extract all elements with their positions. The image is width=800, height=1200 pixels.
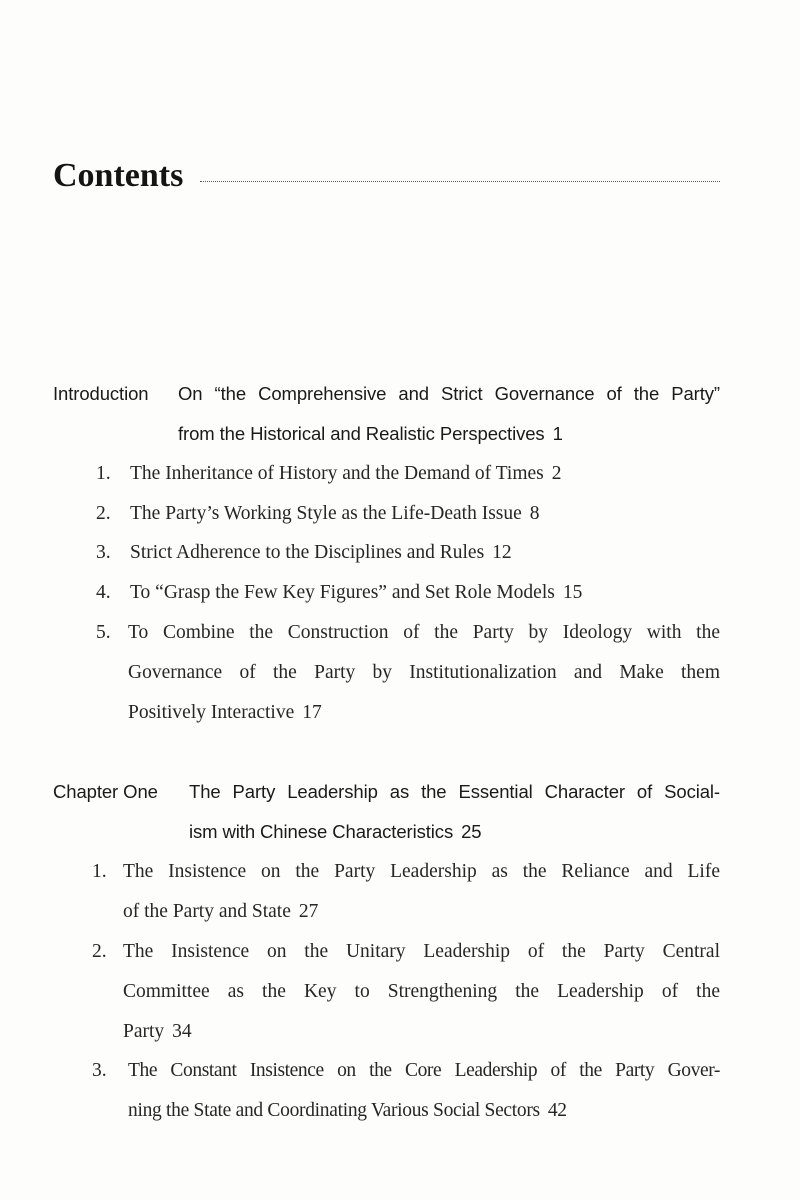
toc-entry-end — [128, 1099, 567, 1123]
toc-entry-end — [123, 900, 318, 924]
chapter-one-page-number: 25 — [461, 821, 482, 842]
item-number: 1. — [96, 463, 111, 484]
toc-entry-end — [128, 701, 322, 725]
entry-page-number: 15 — [562, 582, 583, 603]
entry-title-line2: ning the State and Coordinating Various Social Sectors — [128, 1100, 540, 1121]
entry-title: Strict Adherence to the Disciplines and Rules — [130, 542, 485, 563]
item-number: 4. — [96, 582, 111, 603]
introduction-title-line2 — [178, 422, 563, 446]
entry-page-number: 34 — [172, 1021, 192, 1042]
entry-page-number: 17 — [302, 702, 322, 723]
introduction-title-line1: On “the Comprehensive and Strict Governance of the Party” — [178, 383, 720, 404]
entry-page-number: 12 — [492, 542, 512, 563]
toc-entry — [130, 462, 562, 486]
item-number: 2. — [92, 941, 107, 962]
contents-header — [53, 150, 720, 200]
entry-page-number: 42 — [547, 1100, 567, 1121]
entry-page-number: 8 — [529, 503, 540, 524]
entry-title-line1: The Insistence on the Unitary Leadership of the Party Central — [123, 941, 720, 962]
entry-title: The Inheritance of History and the Demand of Times — [130, 463, 544, 484]
dotted-leader-rule — [200, 181, 720, 182]
entry-title-line2: Committee as the Key to Strengthening the Leadership of the — [123, 981, 720, 1002]
chapter-one-label: Chapter One — [53, 781, 158, 802]
entry-title-line3: Positively Interactive — [128, 702, 295, 723]
toc-entry — [130, 581, 582, 605]
entry-title-line3: Party — [123, 1021, 165, 1042]
item-number: 2. — [96, 503, 111, 524]
item-number: 3. — [92, 1060, 107, 1081]
entry-page-number: 2 — [551, 463, 562, 484]
chapter-one-title-line1: The Party Leadership as the Essential Character of Social- — [189, 781, 720, 802]
chapter-one-title-text: ism with Chinese Characteristics — [189, 821, 454, 842]
contents-heading: Contents — [53, 157, 184, 194]
toc-entry-end — [123, 1020, 192, 1044]
item-number: 1. — [92, 861, 107, 882]
entry-title-line2: Governance of the Party by Institutionalization and Make them — [128, 662, 720, 683]
introduction-label: Introduction — [53, 383, 149, 404]
entry-title-line1: The Insistence on the Party Leadership as the Reliance and Life — [123, 861, 720, 882]
entry-title: To “Grasp the Few Key Figures” and Set Role Models — [130, 582, 555, 603]
chapter-one-title-line2 — [189, 820, 482, 844]
introduction-page-number: 1 — [552, 423, 563, 444]
entry-title: The Party’s Working Style as the Life-Death Issue — [130, 503, 522, 524]
entry-page-number: 27 — [298, 901, 319, 922]
item-number: 5. — [96, 622, 111, 643]
toc-entry — [130, 541, 512, 565]
entry-title-line2: of the Party and State — [123, 901, 291, 922]
item-number: 3. — [96, 542, 111, 563]
introduction-title-text: from the Historical and Realistic Perspectives — [178, 423, 545, 444]
entry-title-line1: The Constant Insistence on the Core Leadership of the Party Gover- — [128, 1060, 720, 1081]
entry-title-line1: To Combine the Construction of the Party by Ideology with the — [128, 622, 720, 643]
toc-entry — [130, 502, 540, 526]
